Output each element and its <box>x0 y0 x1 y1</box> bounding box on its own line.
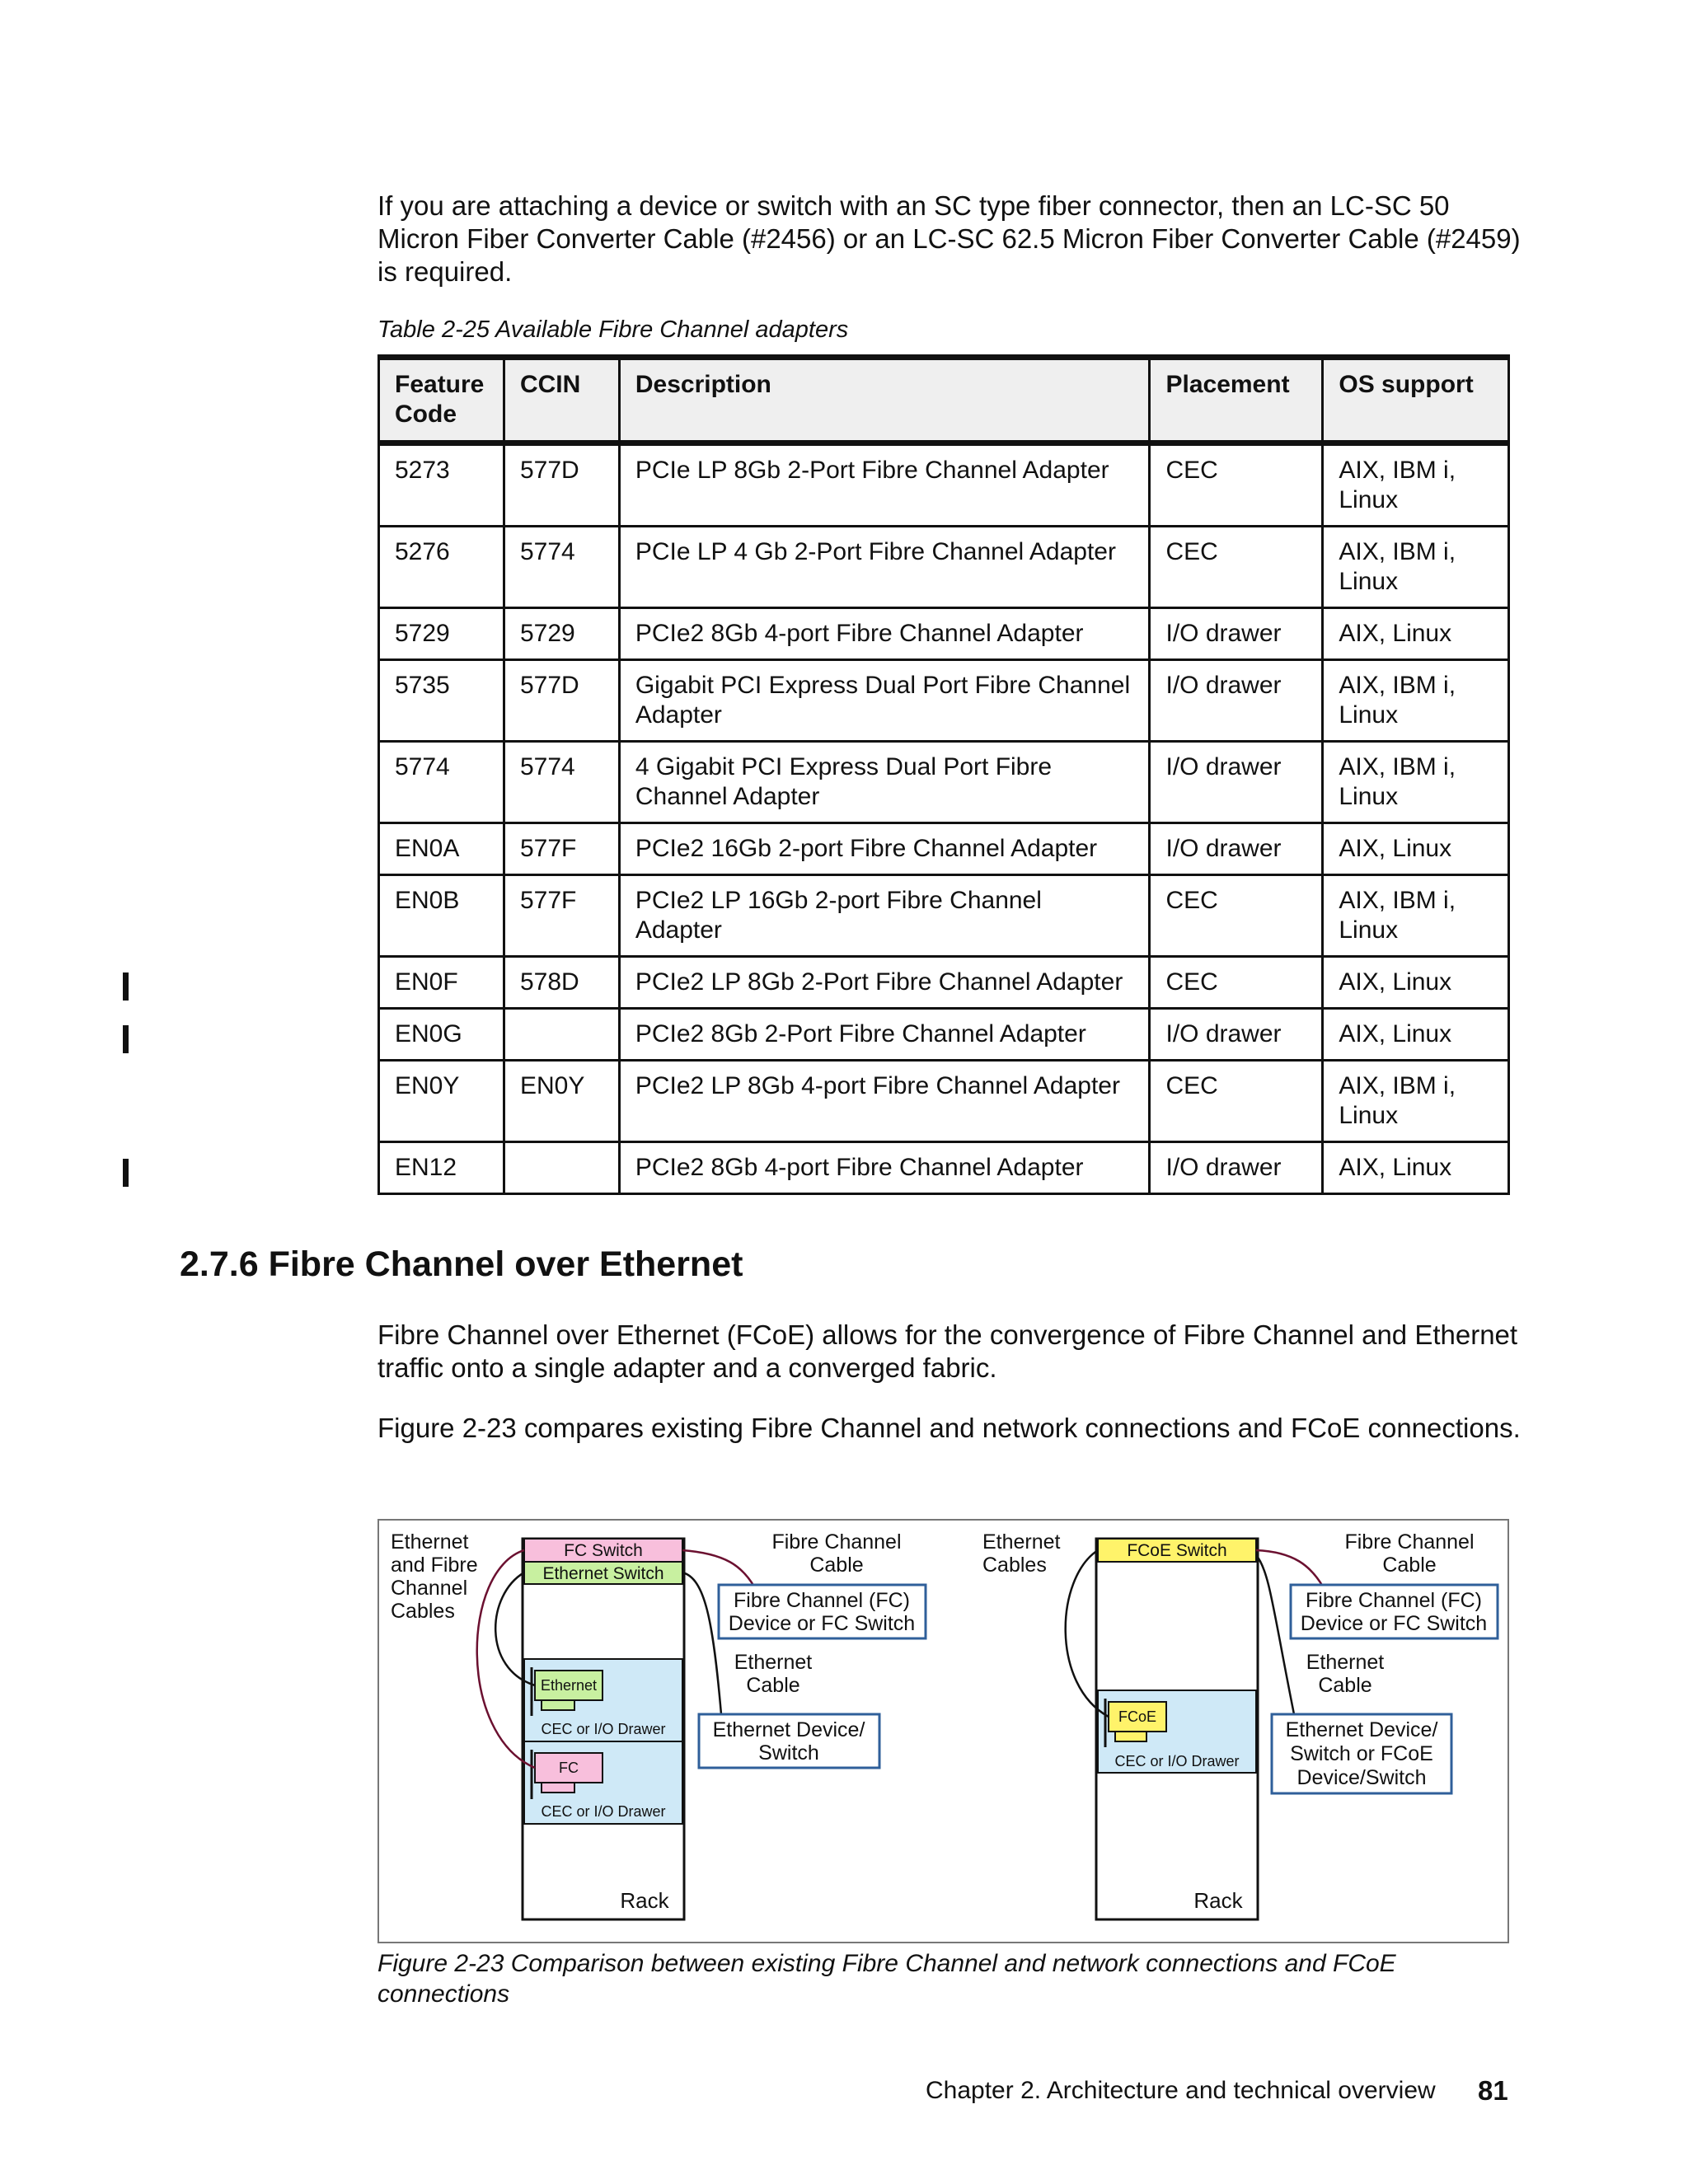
fc-cable-label: Cable <box>809 1554 864 1577</box>
cell-placement: I/O drawer <box>1150 1009 1323 1061</box>
left-diagram <box>391 1530 926 1919</box>
fc-cable <box>1256 1550 1323 1586</box>
cell-os-support: AIX, IBM i, Linux <box>1323 742 1509 823</box>
header-os-support: OS support <box>1323 358 1509 443</box>
eth-device-label: Device/Switch <box>1296 1766 1427 1789</box>
change-bar <box>123 972 129 1001</box>
cell-description: PCIe2 8Gb 2-Port Fibre Channel Adapter <box>619 1009 1150 1061</box>
cell-feature-code: 5735 <box>379 660 504 742</box>
table-row <box>379 742 1509 823</box>
cell-ccin: 577D <box>504 660 619 742</box>
cell-feature-code: EN0G <box>379 1009 504 1061</box>
ethernet-cable <box>1256 1555 1294 1714</box>
cell-ccin <box>504 1142 619 1194</box>
right-diagram <box>982 1530 1498 1919</box>
cell-description: PCIe2 8Gb 4-port Fibre Channel Adapter <box>619 1142 1150 1194</box>
fc-switch-label: FC Switch <box>564 1541 643 1560</box>
ethernet-adapter-label: Ethernet <box>540 1677 598 1694</box>
change-bar <box>123 1025 129 1053</box>
adapter-connector <box>542 1700 574 1710</box>
fibre-channel-adapters-table <box>377 354 1510 1195</box>
table-row <box>379 443 1509 527</box>
cell-os-support: AIX, IBM i, Linux <box>1323 443 1509 527</box>
cell-placement: CEC <box>1150 1061 1323 1142</box>
cell-feature-code: EN0A <box>379 823 504 875</box>
section-paragraph: Fibre Channel over Ethernet (FCoE) allows for the convergence of Fibre Channel and Ethernet traffic onto a single adapter and a converged fabric. <box>377 1319 1518 1383</box>
cell-description: PCIe LP 8Gb 2-Port Fibre Channel Adapter <box>619 443 1150 527</box>
cables-label: Cables <box>982 1554 1047 1577</box>
cell-feature-code: EN0F <box>379 957 504 1009</box>
cell-feature-code: 5729 <box>379 608 504 660</box>
intro-paragraph: If you are attaching a device or switch with an SC type fiber connector, then an LC-SC 50 Micron Fiber Converter Cable (#2456) or an LC-SC 62.5 Micron Fiber Converter Cable (#2459) is required. <box>377 190 1521 287</box>
cell-ccin: 5774 <box>504 527 619 608</box>
eth-device-label: Switch or FCoE <box>1290 1742 1433 1765</box>
table-row <box>379 660 1509 742</box>
cell-placement: CEC <box>1150 957 1323 1009</box>
cell-ccin: 578D <box>504 957 619 1009</box>
fcoe-switch-label: FCoE Switch <box>1127 1541 1227 1560</box>
figure-fcoe-comparison <box>377 1519 1509 1943</box>
cell-placement: I/O drawer <box>1150 1142 1323 1194</box>
cell-ccin: 577D <box>504 443 619 527</box>
cell-os-support: AIX, Linux <box>1323 1142 1509 1194</box>
fc-cable-label: Fibre Channel <box>771 1530 902 1554</box>
cell-description: Gigabit PCI Express Dual Port Fibre Channel Adapter <box>619 660 1150 742</box>
fcoe-diagram <box>379 1521 1511 1945</box>
fc-cable-label: Fibre Channel <box>1344 1530 1475 1554</box>
cell-feature-code: EN12 <box>379 1142 504 1194</box>
cell-os-support: AIX, IBM i, Linux <box>1323 875 1509 957</box>
cables-label: Channel <box>391 1577 468 1600</box>
eth-cable-label: Ethernet <box>1306 1651 1385 1674</box>
cell-feature-code: EN0Y <box>379 1061 504 1142</box>
header-description: Description <box>619 358 1150 443</box>
cell-os-support: AIX, Linux <box>1323 608 1509 660</box>
cell-placement: I/O drawer <box>1150 608 1323 660</box>
cell-os-support: AIX, IBM i, Linux <box>1323 1061 1509 1142</box>
cell-ccin: EN0Y <box>504 1061 619 1142</box>
cables-label: Ethernet <box>982 1530 1061 1554</box>
cell-os-support: AIX, IBM i, Linux <box>1323 660 1509 742</box>
cables-label: and Fibre <box>391 1554 478 1577</box>
cell-os-support: AIX, Linux <box>1323 957 1509 1009</box>
cell-placement: CEC <box>1150 875 1323 957</box>
drawer-label: CEC or I/O Drawer <box>1114 1753 1240 1769</box>
cell-ccin: 5774 <box>504 742 619 823</box>
cables-label: Cables <box>391 1600 455 1623</box>
table-row <box>379 527 1509 608</box>
change-bar <box>123 1159 129 1187</box>
fc-adapter-label: FC <box>559 1760 579 1776</box>
cell-description: 4 Gigabit PCI Express Dual Port Fibre Channel Adapter <box>619 742 1150 823</box>
eth-cable-label: Ethernet <box>734 1651 813 1674</box>
header-placement: Placement <box>1150 358 1323 443</box>
eth-device-label: Ethernet Device/ <box>712 1718 865 1741</box>
cell-ccin: 577F <box>504 823 619 875</box>
cell-os-support: AIX, Linux <box>1323 1009 1509 1061</box>
rack-label: Rack <box>1193 1888 1243 1913</box>
section-paragraph: Figure 2-23 compares existing Fibre Channel and network connections and FCoE connections. <box>377 1413 1521 1443</box>
cell-feature-code: 5774 <box>379 742 504 823</box>
fc-device-label: Device or FC Switch <box>728 1612 916 1635</box>
cell-placement: CEC <box>1150 527 1323 608</box>
footer-chapter: Chapter 2. Architecture and technical overview <box>926 2077 1436 2104</box>
page-number: 81 <box>1478 2075 1508 2106</box>
fcoe-adapter-label: FCoE <box>1118 1708 1157 1725</box>
table-row <box>379 1009 1509 1061</box>
table-row <box>379 875 1509 957</box>
rack-label: Rack <box>620 1888 669 1913</box>
cell-description: PCIe2 LP 8Gb 4-port Fibre Channel Adapter <box>619 1061 1150 1142</box>
cell-feature-code: 5276 <box>379 527 504 608</box>
cell-description: PCIe2 16Gb 2-port Fibre Channel Adapter <box>619 823 1150 875</box>
eth-cable-label: Cable <box>746 1674 800 1697</box>
fc-cable <box>682 1550 754 1586</box>
cell-placement: I/O drawer <box>1150 660 1323 742</box>
fc-device-label: Fibre Channel (FC) <box>734 1589 910 1612</box>
fc-device-label: Fibre Channel (FC) <box>1306 1589 1482 1612</box>
table-caption: Table 2-25 Available Fibre Channel adapters <box>377 316 849 343</box>
cell-description: PCIe2 LP 16Gb 2-port Fibre Channel Adapter <box>619 875 1150 957</box>
cell-description: PCIe LP 4 Gb 2-Port Fibre Channel Adapter <box>619 527 1150 608</box>
adapter-connector <box>1115 1732 1146 1741</box>
table-row <box>379 957 1509 1009</box>
fc-cable-label: Cable <box>1382 1554 1437 1577</box>
drawer-label: CEC or I/O Drawer <box>541 1721 666 1737</box>
eth-device-label: Ethernet Device/ <box>1285 1718 1438 1741</box>
table-row <box>379 823 1509 875</box>
cables-label: Ethernet <box>391 1530 469 1554</box>
cell-feature-code: EN0B <box>379 875 504 957</box>
eth-device-label: Switch <box>758 1741 819 1765</box>
cell-feature-code: 5273 <box>379 443 504 527</box>
section-heading: 2.7.6 Fibre Channel over Ethernet <box>180 1244 743 1284</box>
cell-description: PCIe2 LP 8Gb 2-Port Fibre Channel Adapter <box>619 957 1150 1009</box>
header-feature-code: Feature Code <box>379 358 504 443</box>
table-row <box>379 1061 1509 1142</box>
cell-placement: CEC <box>1150 443 1323 527</box>
cell-placement: I/O drawer <box>1150 823 1323 875</box>
cell-placement: I/O drawer <box>1150 742 1323 823</box>
cell-ccin <box>504 1009 619 1061</box>
figure-caption: Figure 2-23 Comparison between existing Fibre Channel and network connections and FCoE connections <box>377 1950 1396 2008</box>
cell-ccin: 5729 <box>504 608 619 660</box>
header-ccin: CCIN <box>504 358 619 443</box>
table-row <box>379 608 1509 660</box>
eth-cable-label: Cable <box>1318 1674 1372 1697</box>
cell-os-support: AIX, Linux <box>1323 823 1509 875</box>
cell-ccin: 577F <box>504 875 619 957</box>
cell-os-support: AIX, IBM i, Linux <box>1323 527 1509 608</box>
adapter-connector <box>542 1783 574 1793</box>
cell-description: PCIe2 8Gb 4-port Fibre Channel Adapter <box>619 608 1150 660</box>
fc-device-label: Device or FC Switch <box>1300 1612 1488 1635</box>
ethernet-cable <box>682 1572 721 1714</box>
drawer-label: CEC or I/O Drawer <box>541 1803 666 1820</box>
table-header-row <box>379 358 1509 443</box>
table-row <box>379 1142 1509 1194</box>
ethernet-switch-label: Ethernet Switch <box>542 1564 664 1583</box>
